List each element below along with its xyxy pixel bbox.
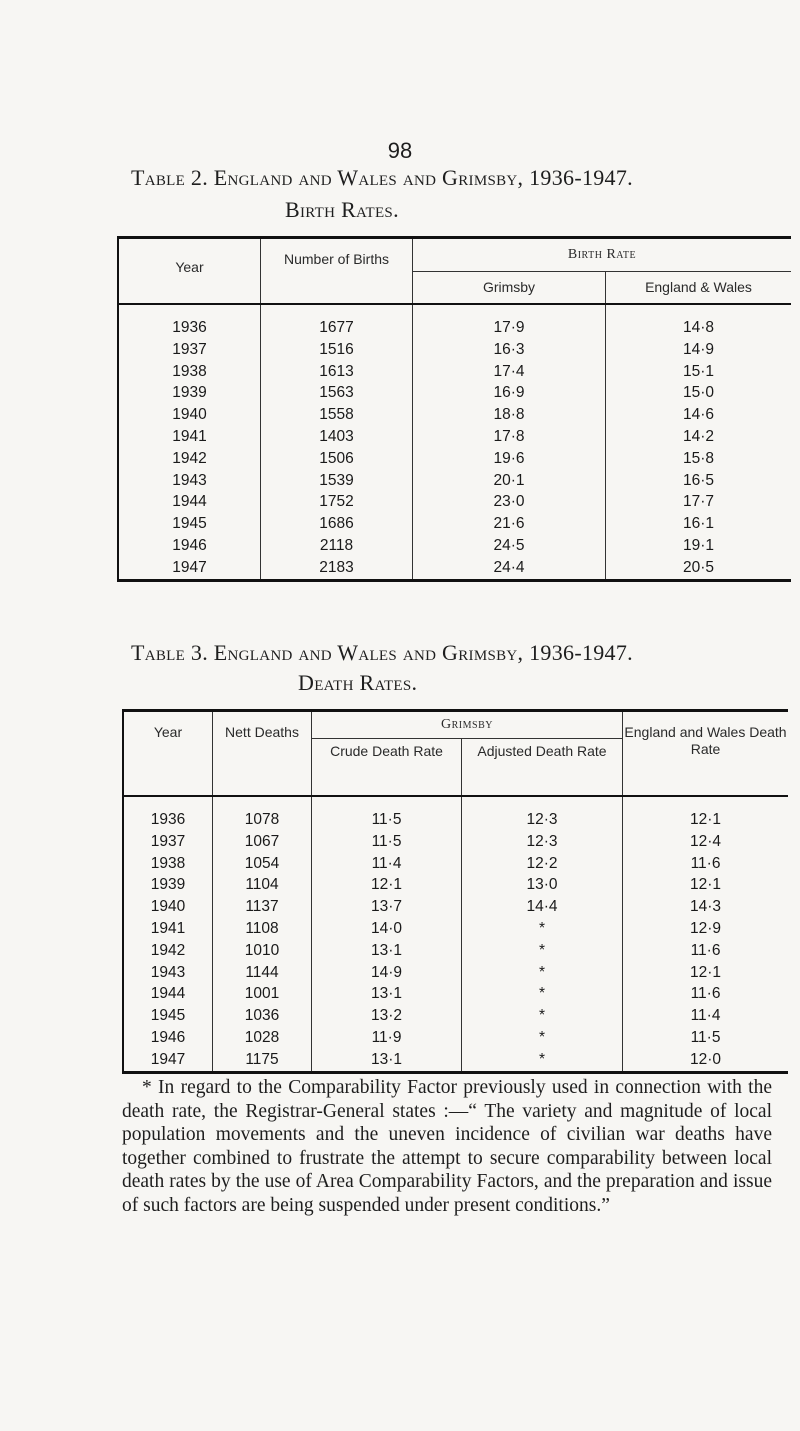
cell-ew: 11·6 xyxy=(690,854,721,872)
cell-adjusted: 13·0 xyxy=(462,874,623,896)
table-row xyxy=(118,513,791,535)
cell-adjusted: * xyxy=(462,1005,623,1027)
table-row xyxy=(123,1027,788,1049)
cell-grimsby: 23·0 xyxy=(413,491,606,513)
footnote: * In regard to the Comparability Factor previously used in connection with the death rate, the Registrar-General states :—“ The variety and magnitude of local population movements and the uneven incidence of civilian war deaths have together combined to frustrate the attempt to secure comparability between local death rates by the use of Area Comparability Factors, and the preparation and issue of such factors are being suspended under present conditions.” xyxy=(122,1077,772,1216)
table-row xyxy=(118,382,791,404)
cell-adjusted: 14·4 xyxy=(462,896,623,918)
cell-adjusted: * xyxy=(462,983,623,1005)
cell-year: 1940 xyxy=(118,404,261,426)
cell-deaths: 1001 xyxy=(213,983,312,1005)
cell-ew: 14·2 xyxy=(682,427,715,445)
cell-grimsby: 16·9 xyxy=(413,382,606,404)
cell-year: 1946 xyxy=(118,535,261,557)
cell-deaths: 1078 xyxy=(213,809,312,831)
cell-births: 1563 xyxy=(261,382,413,404)
cell-adjusted: 12·2 xyxy=(462,853,623,875)
header-nett-deaths: Nett Deaths xyxy=(213,711,312,797)
birth-rates-body xyxy=(118,304,791,580)
cell-births: 1539 xyxy=(261,470,413,492)
cell-ew: 12·0 xyxy=(689,1050,722,1068)
cell-grimsby: 21·6 xyxy=(413,513,606,535)
cell-year: 1945 xyxy=(118,513,261,535)
cell-year: 1943 xyxy=(123,962,213,984)
cell-year: 1939 xyxy=(118,382,261,404)
cell-ew: 15·8 xyxy=(682,449,715,467)
cell-births: 1752 xyxy=(261,491,413,513)
cell-grimsby: 17·4 xyxy=(413,361,606,383)
spacer-cell xyxy=(462,796,623,809)
cell-ew: 17·7 xyxy=(682,493,715,511)
header-crude-death-rate: Crude Death Rate xyxy=(312,738,462,796)
spacer-cell xyxy=(213,796,312,809)
table-row xyxy=(118,339,791,361)
table-row xyxy=(118,535,791,557)
table-row xyxy=(123,962,788,984)
cell-year: 1937 xyxy=(123,831,213,853)
spacer-cell xyxy=(413,304,606,317)
cell-ew: 14·6 xyxy=(682,406,715,424)
cell-deaths: 1054 xyxy=(213,853,312,875)
cell-year: 1943 xyxy=(118,470,261,492)
table-row xyxy=(123,1049,788,1072)
cell-crude: 12·1 xyxy=(312,874,462,896)
cell-ew: 14·8 xyxy=(682,319,715,336)
spacer-cell xyxy=(261,304,413,317)
cell-grimsby: 24·5 xyxy=(413,535,606,557)
header-grimsby: Grimsby xyxy=(413,271,606,304)
header-england-wales: England & Wales xyxy=(606,271,792,304)
cell-adjusted: * xyxy=(462,1049,623,1072)
header-england-wales-death-rate: England and Wales Death Rate xyxy=(623,711,789,797)
birth-rates-table xyxy=(117,236,791,582)
table-row xyxy=(118,448,791,470)
table-row xyxy=(118,404,791,426)
cell-year: 1942 xyxy=(118,448,261,470)
table3-title-line1: Table 3. England and Wales and Grimsby, 1936-1947. xyxy=(131,640,633,665)
cell-ew: 15·1 xyxy=(682,362,715,380)
cell-ew: 19·1 xyxy=(682,536,715,554)
cell-ew: 12·1 xyxy=(689,876,722,894)
table-row xyxy=(118,426,791,448)
header-number-of-births: Number of Births xyxy=(261,238,413,305)
cell-births: 1677 xyxy=(261,317,413,339)
cell-year: 1936 xyxy=(118,317,261,339)
spacer-cell xyxy=(623,796,789,809)
cell-deaths: 1137 xyxy=(213,896,312,918)
cell-births: 1613 xyxy=(261,361,413,383)
cell-births: 1506 xyxy=(261,448,413,470)
table-row xyxy=(118,557,791,580)
table3-title-line2: Death Rates. xyxy=(298,670,418,695)
cell-deaths: 1104 xyxy=(213,874,312,896)
cell-adjusted: 12·3 xyxy=(462,809,623,831)
cell-crude: 11·5 xyxy=(312,809,462,831)
death-rates-table xyxy=(122,709,788,1074)
cell-crude: 13·7 xyxy=(312,896,462,918)
spacer-cell xyxy=(312,796,462,809)
cell-adjusted: 12·3 xyxy=(462,831,623,853)
cell-grimsby: 18·8 xyxy=(413,404,606,426)
page-number: 98 xyxy=(387,138,413,163)
cell-year: 1941 xyxy=(123,918,213,940)
cell-adjusted: * xyxy=(462,962,623,984)
table2-title-line2: Birth Rates. xyxy=(285,197,399,222)
header-adjusted-death-rate: Adjusted Death Rate xyxy=(462,738,623,796)
cell-births: 1403 xyxy=(261,426,413,448)
cell-year: 1939 xyxy=(123,874,213,896)
cell-ew: 12·1 xyxy=(689,963,722,981)
cell-births: 1558 xyxy=(261,404,413,426)
death-rates-body xyxy=(123,796,788,1072)
cell-grimsby: 17·9 xyxy=(413,317,606,339)
header-birth-rate: Birth Rate xyxy=(413,238,792,272)
cell-deaths: 1010 xyxy=(213,940,312,962)
cell-deaths: 1175 xyxy=(213,1049,312,1072)
table-row xyxy=(123,940,788,962)
cell-crude: 13·1 xyxy=(312,1049,462,1072)
cell-year: 1944 xyxy=(123,983,213,1005)
cell-grimsby: 16·3 xyxy=(413,339,606,361)
table-row xyxy=(123,831,788,853)
spacer-cell xyxy=(118,304,261,317)
cell-grimsby: 24·4 xyxy=(413,557,606,580)
cell-deaths: 1144 xyxy=(213,962,312,984)
cell-ew: 11·5 xyxy=(690,1028,721,1046)
cell-ew: 11·4 xyxy=(690,1007,721,1025)
table-row xyxy=(123,874,788,896)
cell-year: 1945 xyxy=(123,1005,213,1027)
cell-adjusted: * xyxy=(462,1027,623,1049)
cell-crude: 11·5 xyxy=(312,831,462,853)
table-row xyxy=(123,918,788,940)
cell-ew: 20·5 xyxy=(682,558,715,576)
cell-crude: 14·0 xyxy=(312,918,462,940)
cell-grimsby: 17·8 xyxy=(413,426,606,448)
cell-year: 1940 xyxy=(123,896,213,918)
cell-ew: 14·3 xyxy=(689,898,722,916)
header-year: Year xyxy=(118,238,261,305)
cell-ew: 12·4 xyxy=(689,832,722,850)
cell-deaths: 1028 xyxy=(213,1027,312,1049)
table-row xyxy=(123,853,788,875)
spacer-cell xyxy=(123,796,213,809)
cell-births: 1686 xyxy=(261,513,413,535)
cell-ew: 12·1 xyxy=(689,811,722,828)
table-row xyxy=(123,983,788,1005)
cell-year: 1941 xyxy=(118,426,261,448)
cell-deaths: 1108 xyxy=(213,918,312,940)
cell-births: 2183 xyxy=(261,557,413,580)
table-row xyxy=(123,896,788,918)
cell-year: 1947 xyxy=(123,1049,213,1072)
cell-grimsby: 20·1 xyxy=(413,470,606,492)
cell-ew: 14·9 xyxy=(682,340,715,358)
cell-births: 1516 xyxy=(261,339,413,361)
header-year: Year xyxy=(123,711,213,797)
cell-grimsby: 19·6 xyxy=(413,448,606,470)
cell-crude: 13·2 xyxy=(312,1005,462,1027)
cell-year: 1938 xyxy=(118,361,261,383)
cell-ew: 11·6 xyxy=(690,985,721,1003)
cell-ew: 12·9 xyxy=(689,919,722,937)
table-row xyxy=(118,470,791,492)
table-row xyxy=(118,317,791,339)
cell-crude: 11·9 xyxy=(312,1027,462,1049)
header-grimsby: Grimsby xyxy=(312,711,623,739)
cell-crude: 11·4 xyxy=(312,853,462,875)
table-row xyxy=(118,361,791,383)
cell-year: 1938 xyxy=(123,853,213,875)
table-row xyxy=(123,1005,788,1027)
cell-ew: 11·6 xyxy=(690,941,721,959)
table-row xyxy=(123,809,788,831)
spacer-row xyxy=(123,796,788,809)
cell-year: 1946 xyxy=(123,1027,213,1049)
spacer-row xyxy=(118,304,791,317)
cell-adjusted: * xyxy=(462,918,623,940)
cell-year: 1944 xyxy=(118,491,261,513)
cell-births: 2118 xyxy=(261,535,413,557)
cell-ew: 16·5 xyxy=(682,471,715,489)
cell-ew: 16·1 xyxy=(682,515,715,533)
cell-crude: 13·1 xyxy=(312,940,462,962)
cell-crude: 13·1 xyxy=(312,983,462,1005)
cell-year: 1947 xyxy=(118,557,261,580)
cell-deaths: 1067 xyxy=(213,831,312,853)
cell-deaths: 1036 xyxy=(213,1005,312,1027)
cell-crude: 14·9 xyxy=(312,962,462,984)
spacer-cell xyxy=(606,304,792,317)
cell-year: 1936 xyxy=(123,809,213,831)
cell-ew: 15·0 xyxy=(682,384,715,402)
table2-title-line1: Table 2. England and Wales and Grimsby, 1936-1947. xyxy=(131,165,633,190)
cell-adjusted: * xyxy=(462,940,623,962)
cell-year: 1937 xyxy=(118,339,261,361)
cell-year: 1942 xyxy=(123,940,213,962)
table-row xyxy=(118,491,791,513)
